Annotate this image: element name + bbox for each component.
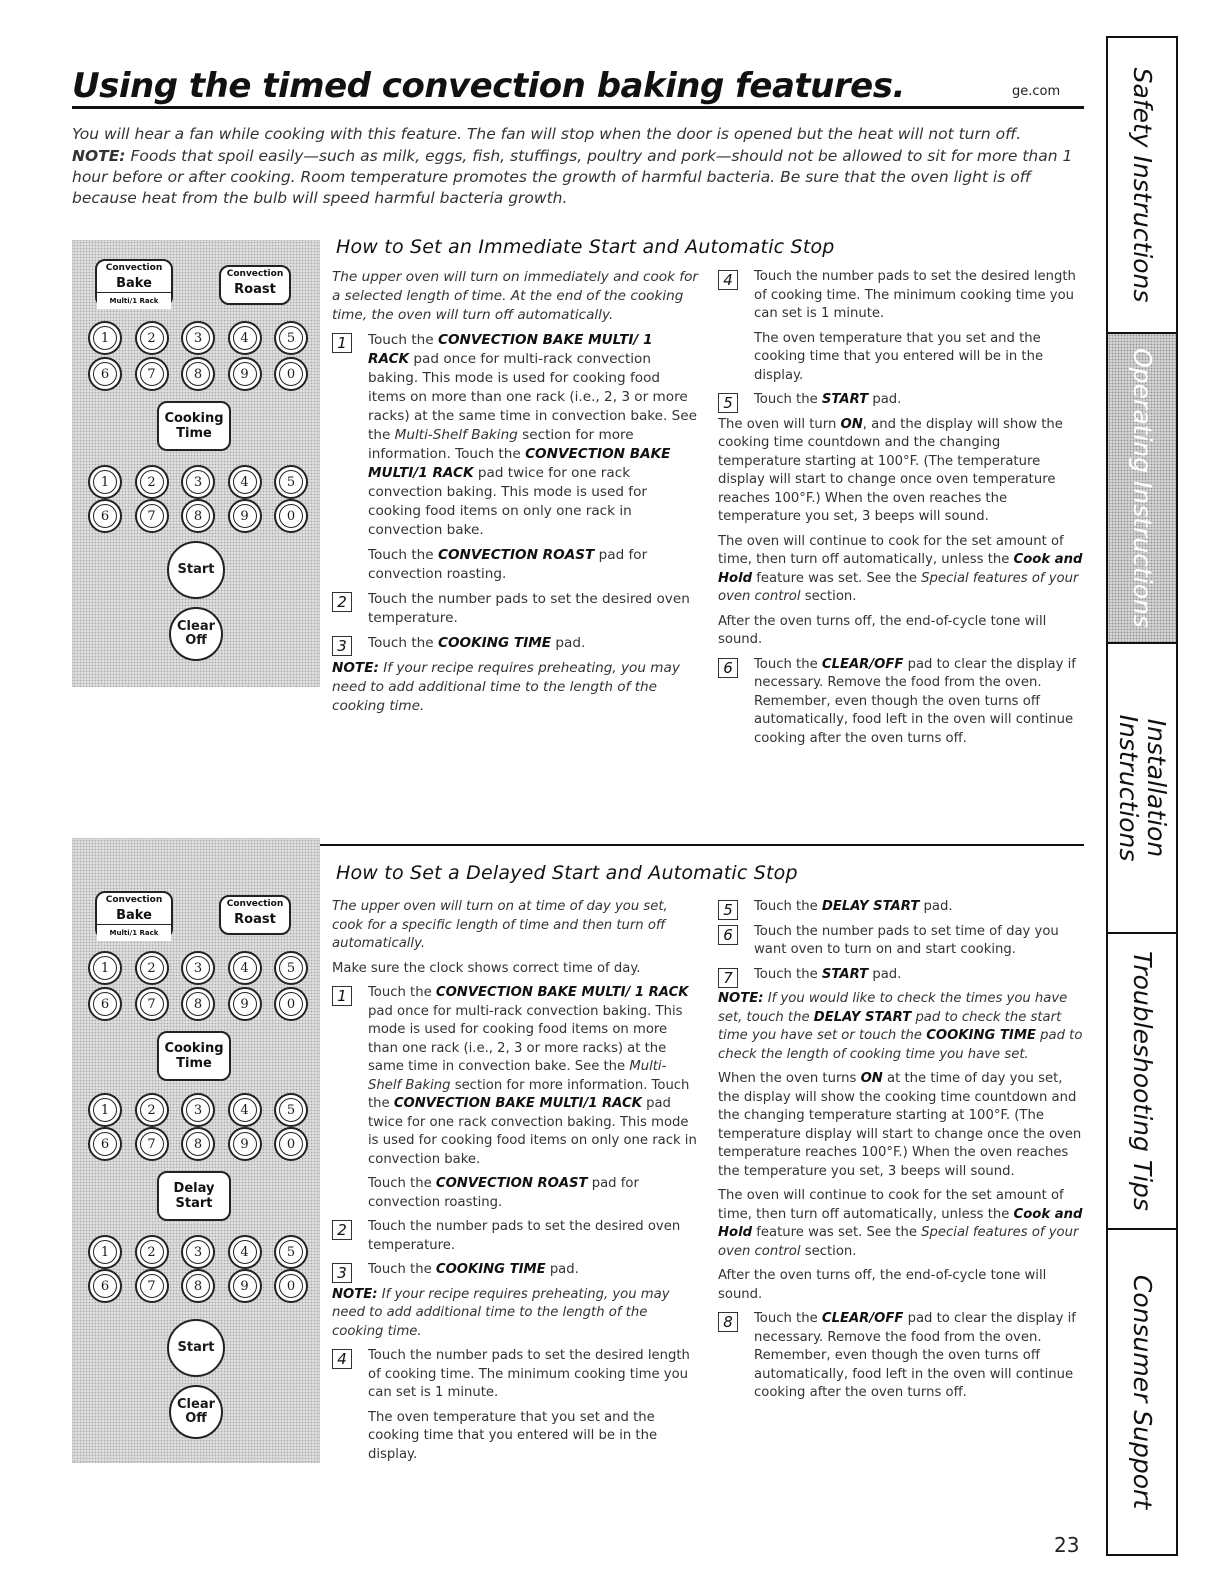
step-text: Touch the number pads to set the desired oven temperature. — [368, 1219, 681, 1253]
paragraph-part: The oven will continue to cook for the set amount of time, then turn off automatically, unless the — [718, 1188, 1064, 1222]
number-key — [228, 1235, 262, 1269]
step-text-part: Touch the — [754, 899, 818, 914]
step-8 — [718, 1310, 1084, 1403]
number-key — [228, 321, 262, 355]
number-key — [88, 357, 122, 391]
delay-start-key — [157, 1171, 231, 1221]
step-text-part: section for more information. Touch the — [368, 427, 634, 462]
number-key-label: 8 — [186, 1274, 210, 1298]
emphasis: ON — [840, 416, 863, 432]
convection-roast-key — [219, 265, 291, 305]
number-key — [228, 1093, 262, 1127]
number-key-label: 8 — [186, 504, 210, 528]
convection-roast-key-top: Convection — [226, 899, 284, 909]
number-key — [135, 1127, 169, 1161]
number-key-label: 5 — [279, 1240, 303, 1264]
number-key — [88, 465, 122, 499]
number-key-label: 0 — [279, 362, 303, 386]
cooking-time-key-line1: Cooking — [164, 1041, 224, 1056]
number-row — [88, 321, 308, 355]
number-key — [181, 465, 215, 499]
note-text: If your recipe requires preheating, you may need to add additional time to the length of the cooking time. — [332, 660, 680, 714]
step-text-part: pad twice for one rack convection baking. This mode is used for cooking food items on only one rack in convection bake. — [368, 1096, 697, 1167]
clear-key-line1: Clear — [177, 619, 215, 634]
section1-left-column — [332, 268, 698, 722]
number-row — [88, 465, 308, 499]
title-divider — [72, 106, 1084, 109]
step-number: 6 — [718, 658, 738, 678]
start-key-label: Start — [177, 1340, 215, 1355]
number-key-label: 1 — [93, 1240, 117, 1264]
step-number: 2 — [332, 1220, 352, 1240]
step-text-part: Touch the — [754, 966, 818, 982]
number-key-label: 2 — [140, 470, 164, 494]
step-text-part: Touch the — [368, 1176, 432, 1191]
step-number: 3 — [332, 1263, 352, 1283]
step-text-part: Touch the — [368, 635, 434, 651]
delay-start-key-line2: Start — [175, 1196, 213, 1211]
step-text — [754, 656, 1084, 749]
convection-bake-key-top: Convection — [105, 895, 163, 905]
step-text-part: pad to clear the display if necessary. Remove the food from the oven. Remember, even though the oven turns off automatically, food left in the oven will continue cooking after the oven turns off. — [754, 656, 1076, 746]
number-row — [88, 499, 308, 533]
number-key-label: 7 — [140, 1132, 164, 1156]
clear-off-key — [169, 607, 223, 661]
step-number: 3 — [332, 636, 352, 656]
number-key — [228, 1269, 262, 1303]
pad-name: COOKING TIME — [926, 1028, 1036, 1043]
clear-key-line1: Clear — [177, 1397, 215, 1412]
cooking-time-key — [157, 401, 231, 451]
step-text-part: pad. — [555, 635, 586, 651]
note-text: pad to check the length of cooking time you have set. — [718, 1028, 1083, 1062]
number-key-label: 5 — [279, 956, 303, 980]
step-text-part: Touch the — [368, 332, 434, 348]
number-key-label: 2 — [140, 1098, 164, 1122]
tab-label: Installation Instructions — [1114, 714, 1171, 862]
pad-name: CONVECTION ROAST — [437, 547, 595, 563]
convection-bake-key-label: Bake — [116, 908, 152, 923]
number-key-label: 2 — [140, 326, 164, 350]
number-key-label: 8 — [186, 1132, 210, 1156]
step-number: 2 — [332, 592, 352, 612]
note-text: If you would like to check the times you have set, touch the — [718, 991, 1068, 1025]
step-text-part: Touch the — [368, 1262, 432, 1277]
number-row — [88, 1127, 308, 1161]
section-reference: Multi-Shelf Baking — [394, 427, 518, 443]
number-key — [274, 1235, 308, 1269]
paragraph — [718, 1070, 1084, 1181]
number-key — [135, 465, 169, 499]
pad-name: COOKING TIME — [437, 635, 552, 651]
number-key-label: 4 — [233, 1240, 257, 1264]
number-key-label: 6 — [93, 1274, 117, 1298]
number-key — [274, 1093, 308, 1127]
number-key — [88, 1235, 122, 1269]
step-text: Touch the number pads to set the desired length of cooking time. The minimum cooking time you can set is 1 minute. — [754, 269, 1076, 321]
convection-bake-key-sub: Multi/1 Rack — [97, 924, 171, 941]
number-key-label: 3 — [186, 1240, 210, 1264]
website-label: ge.com — [1012, 84, 1061, 99]
step-6 — [718, 656, 1084, 749]
paragraph-part: The oven will continue to cook for the set amount of time, then turn off automatically, unless the — [718, 533, 1064, 567]
number-key-label: 9 — [233, 992, 257, 1016]
number-key-label: 6 — [93, 504, 117, 528]
paragraph — [718, 533, 1084, 607]
number-key-label: 7 — [140, 1274, 164, 1298]
step-text-part: pad. — [872, 966, 902, 982]
number-key — [181, 1235, 215, 1269]
number-key-label: 4 — [233, 956, 257, 980]
tab-label: Troubleshooting Tips — [1128, 951, 1157, 1211]
number-key — [181, 951, 215, 985]
number-key — [181, 499, 215, 533]
step-number: 1 — [332, 986, 352, 1006]
section1-intro: The upper oven will turn on immediately and cook for a selected length of time. At the end of the cooking time, the oven will turn off automatically. — [332, 269, 698, 323]
clear-off-key — [169, 1385, 223, 1439]
number-key-label: 3 — [186, 956, 210, 980]
step-text-part: pad to clear the display if necessary. Remove the food from the oven. Remember, even though the oven turns off automatically, food left in the oven will continue cooking after the oven turns off. — [754, 1311, 1076, 1400]
step-number: 1 — [332, 333, 352, 353]
step-7 — [718, 966, 1084, 985]
number-key — [274, 1269, 308, 1303]
start-key — [167, 1319, 225, 1377]
number-key — [135, 1235, 169, 1269]
convection-bake-key-top: Convection — [105, 263, 163, 273]
number-row — [88, 987, 308, 1021]
intro-note-label: NOTE: — [72, 147, 126, 165]
number-key — [228, 987, 262, 1021]
step-3 — [332, 1261, 698, 1280]
number-key — [88, 1127, 122, 1161]
pad-name: DELAY START — [821, 899, 920, 914]
cooking-time-key-line2: Time — [176, 1056, 212, 1071]
convection-bake-key-label: Bake — [116, 276, 152, 291]
section2-right-column — [718, 898, 1084, 1409]
number-key-label: 3 — [186, 1098, 210, 1122]
step-2 — [332, 1218, 698, 1255]
pad-name: CLEAR/OFF — [821, 1311, 904, 1326]
number-key-label: 5 — [279, 470, 303, 494]
number-key-label: 4 — [233, 470, 257, 494]
number-key — [274, 987, 308, 1021]
number-key — [274, 951, 308, 985]
number-key-label: 1 — [93, 1098, 117, 1122]
number-key — [228, 951, 262, 985]
number-key-label: 5 — [279, 1098, 303, 1122]
paragraph: After the oven turns off, the end-of-cycle tone will sound. — [718, 1268, 1047, 1302]
number-key — [88, 1093, 122, 1127]
note — [718, 990, 1084, 1064]
section-title-delayed: How to Set a Delayed Start and Automatic Stop — [336, 862, 798, 884]
tab-safety-instructions — [1108, 38, 1176, 334]
note-label: NOTE: — [718, 991, 764, 1006]
step-text — [368, 984, 698, 1169]
number-key — [135, 357, 169, 391]
number-key-label: 6 — [93, 992, 117, 1016]
paragraph — [718, 1187, 1084, 1261]
number-key — [88, 499, 122, 533]
section-reference: Special features of your oven control — [718, 570, 1079, 604]
step-text-part: Touch the — [754, 392, 818, 407]
number-key — [181, 357, 215, 391]
step-text-part: section for more information. Touch the — [368, 1077, 690, 1111]
keypad-illustration-delayed — [72, 838, 320, 1463]
tab-installation-instructions — [1108, 644, 1176, 934]
step-number: 5 — [718, 393, 738, 413]
number-key-label: 4 — [233, 326, 257, 350]
emphasis: Cook and Hold — [718, 552, 1083, 586]
step-5 — [718, 898, 1084, 917]
pad-name: DELAY START — [813, 1009, 912, 1025]
delay-start-key-line1: Delay — [173, 1181, 215, 1196]
step-text — [754, 391, 1084, 410]
convection-bake-key-sub: Multi/1 Rack — [97, 292, 171, 309]
pad-name: START — [821, 392, 869, 407]
convection-roast-key-label: Roast — [234, 282, 276, 297]
step-4 — [718, 268, 1084, 385]
section2-left-column — [332, 898, 698, 1470]
pad-name: CONVECTION BAKE MULTI/ 1 RACK — [368, 332, 653, 367]
step-1 — [332, 984, 698, 1212]
pad-name: CONVECTION ROAST — [435, 1176, 588, 1191]
paragraph-part: The oven will turn — [718, 416, 837, 432]
step-text: Touch the number pads to set time of day you want oven to turn on and start cooking. — [754, 923, 1059, 957]
tab-consumer-support — [1108, 1230, 1176, 1554]
pad-name: CONVECTION BAKE MULTI/1 RACK — [393, 1096, 642, 1111]
clear-key-line2: Off — [185, 1411, 207, 1426]
section-reference: Multi-Shelf Baking — [368, 1059, 667, 1093]
intro-note-text: Foods that spoil easily—such as milk, eggs, fish, stuffings, poultry and pork—should not be allowed to sit for more than 1 hour before or after cooking. Room temperature promotes the growth of harmful bacteria. Be sure that the oven light is off because heat from the bulb will speed harmful bacteria growth. — [72, 147, 1073, 207]
section1-right-column — [718, 268, 1084, 754]
side-tab-navigation — [1106, 36, 1178, 1556]
number-row — [88, 1093, 308, 1127]
pad-name: START — [821, 966, 869, 982]
paragraph-part: , and the display will show the cooking time countdown and the changing temperature starting at 100°F. (The temperature display will start to change once oven temperature reaches 100°F.) When the oven reaches the temperature you set, 3 beeps will sound. — [718, 416, 1063, 524]
convection-roast-key — [219, 895, 291, 935]
number-key-label: 2 — [140, 956, 164, 980]
pad-name: CONVECTION BAKE MULTI/ 1 RACK — [435, 985, 689, 1000]
number-key-label: 9 — [233, 1274, 257, 1298]
step-text: Touch the number pads to set the desired length of cooking time. The minimum cooking time you can set is 1 minute. — [368, 1348, 690, 1400]
convection-roast-key-top: Convection — [226, 269, 284, 279]
number-key-label: 0 — [279, 1274, 303, 1298]
number-key — [274, 357, 308, 391]
step-5 — [718, 391, 1084, 410]
paragraph: After the oven turns off, the end-of-cycle tone will sound. — [718, 613, 1047, 647]
step-number: 7 — [718, 968, 738, 988]
start-key — [167, 541, 225, 599]
step-text — [368, 1175, 698, 1212]
step-text — [754, 898, 1084, 917]
number-key — [88, 321, 122, 355]
step-text-part: pad twice for one rack convection baking. This mode is used for cooking food items on only one rack in convection bake. — [368, 465, 647, 538]
number-key-label: 7 — [140, 992, 164, 1016]
number-key — [274, 465, 308, 499]
note-text: If your recipe requires preheating, you may need to add additional time to the length of the cooking time. — [332, 1286, 670, 1339]
number-key-label: 7 — [140, 504, 164, 528]
paragraph-part: feature was set. See the — [756, 570, 917, 586]
emphasis: ON — [860, 1071, 883, 1086]
number-key — [88, 951, 122, 985]
step-text — [368, 546, 698, 584]
pad-name: COOKING TIME — [435, 1262, 546, 1277]
tab-label: Safety Instructions — [1128, 67, 1157, 303]
number-key — [135, 499, 169, 533]
step-text — [368, 1261, 698, 1280]
paragraph-part: section. — [804, 589, 857, 604]
number-row — [88, 1235, 308, 1269]
section2-intro: The upper oven will turn on at time of day you set, cook for a specific length of time and then turn off automatically. — [332, 899, 668, 951]
start-key-label: Start — [177, 562, 215, 577]
number-key — [274, 321, 308, 355]
number-key — [135, 321, 169, 355]
step-text-part: Touch the — [754, 656, 818, 672]
clock-instruction: Make sure the clock shows correct time of day. — [332, 960, 641, 976]
tab-label: Consumer Support — [1128, 1274, 1157, 1510]
step-text-part: pad. — [549, 1262, 579, 1277]
step-number: 8 — [718, 1312, 738, 1332]
note-text: pad to check the start time you have set or touch the — [718, 1009, 1062, 1043]
step-3 — [332, 634, 698, 653]
note-label: NOTE: — [332, 660, 379, 676]
number-key — [135, 1093, 169, 1127]
number-row — [88, 1269, 308, 1303]
number-row — [88, 357, 308, 391]
paragraph-part: section. — [804, 1243, 857, 1259]
step-number: 4 — [718, 270, 738, 290]
intro-note — [72, 146, 1082, 209]
step-text — [368, 331, 698, 540]
number-key-label: 5 — [279, 326, 303, 350]
step-4 — [332, 1347, 698, 1464]
number-key — [181, 1269, 215, 1303]
number-key — [135, 1269, 169, 1303]
clear-key-line2: Off — [185, 633, 207, 648]
note — [332, 659, 698, 716]
number-key — [274, 1127, 308, 1161]
number-key — [88, 1269, 122, 1303]
number-key — [228, 357, 262, 391]
number-key-label: 3 — [186, 326, 210, 350]
pad-name: CONVECTION BAKE MULTI/1 RACK — [368, 446, 671, 481]
number-key — [181, 1127, 215, 1161]
note — [332, 1286, 698, 1342]
keypad-illustration-immediate — [72, 240, 320, 687]
number-key — [228, 1127, 262, 1161]
number-key — [135, 987, 169, 1021]
step-text-part: pad. — [872, 392, 902, 407]
number-key — [228, 465, 262, 499]
section-reference: Special features of your oven control — [718, 1225, 1079, 1259]
convection-bake-key — [95, 259, 173, 307]
number-key-label: 9 — [233, 1132, 257, 1156]
number-key-label: 6 — [93, 362, 117, 386]
intro-text — [72, 124, 1082, 210]
cooking-time-key — [157, 1031, 231, 1081]
convection-roast-key-label: Roast — [234, 912, 276, 927]
number-key-label: 6 — [93, 1132, 117, 1156]
step-number: 6 — [718, 925, 738, 945]
step-text — [368, 634, 698, 653]
number-key-label: 3 — [186, 470, 210, 494]
tab-label: Operating Instructions — [1128, 348, 1157, 628]
paragraph-part: When the oven turns — [718, 1071, 857, 1086]
page-number: 23 — [1054, 1533, 1080, 1557]
step-number: 5 — [718, 900, 738, 920]
number-key-label: 0 — [279, 504, 303, 528]
number-key — [181, 1093, 215, 1127]
number-key-label: 9 — [233, 362, 257, 386]
step-text — [754, 1310, 1084, 1403]
number-row — [88, 951, 308, 985]
number-key-label: 0 — [279, 1132, 303, 1156]
tab-operating-instructions — [1108, 334, 1176, 644]
step-6 — [718, 923, 1084, 960]
paragraph-part: feature was set. See the — [756, 1225, 917, 1240]
page-title: Using the timed convection baking features. — [72, 66, 905, 106]
paragraph-part: at the time of day you set, the display will show the cooking time countdown and the changing temperature starting at 100°F. (The temperature display will start to change once the oven temperature reaches 100°F.) When the oven reaches the temperature you set, 3 beeps will sound. — [718, 1071, 1082, 1179]
step-text-part: pad for convection roasting. — [368, 547, 648, 582]
number-key-label: 7 — [140, 362, 164, 386]
number-key-label: 0 — [279, 992, 303, 1016]
step-text: Touch the number pads to set the desired oven temperature. — [368, 591, 690, 626]
note-label: NOTE: — [332, 1286, 378, 1302]
step-text: The oven temperature that you set and the cooking time that you entered will be in the display. — [368, 1409, 658, 1462]
step-text-part: Touch the — [368, 547, 434, 563]
number-key-label: 8 — [186, 362, 210, 386]
number-key — [181, 987, 215, 1021]
step-text-part: pad once for multi-rack convection baking. This mode is used for cooking food items on more than one rack (i.e., 2, 3 or more racks) at the same time in convection bake. See the — [368, 351, 698, 443]
step-2 — [332, 590, 698, 628]
step-text — [754, 966, 1084, 985]
paragraph — [718, 416, 1084, 527]
number-key-label: 2 — [140, 1240, 164, 1264]
step-text-part: pad. — [923, 899, 953, 914]
step-text: The oven temperature that you set and the cooking time that you entered will be in the display. — [754, 330, 1044, 383]
number-key-label: 1 — [93, 956, 117, 980]
number-key-label: 8 — [186, 992, 210, 1016]
number-key-label: 1 — [93, 470, 117, 494]
intro-line: You will hear a fan while cooking with this feature. The fan will stop when the door is opened but the heat will not turn off. — [72, 125, 1022, 143]
cooking-time-key-line2: Time — [176, 426, 212, 441]
number-key-label: 1 — [93, 326, 117, 350]
number-key — [135, 951, 169, 985]
cooking-time-key-line1: Cooking — [164, 411, 224, 426]
tab-troubleshooting-tips — [1108, 934, 1176, 1230]
pad-name: CLEAR/OFF — [821, 656, 904, 672]
step-text-part: Touch the — [368, 985, 432, 1000]
step-text-part: Touch the — [754, 1311, 818, 1326]
step-text-part: pad for convection roasting. — [368, 1176, 639, 1210]
step-text-part: pad once for multi-rack convection baking. This mode is used for cooking food items on more than one rack (i.e., 2, 3 or more racks) at the same time in convection bake. See the — [368, 1003, 683, 1074]
step-1 — [332, 331, 698, 584]
step-number: 4 — [332, 1349, 352, 1369]
number-key-label: 4 — [233, 1098, 257, 1122]
convection-bake-key — [95, 891, 173, 939]
number-key — [228, 499, 262, 533]
section-title-immediate: How to Set an Immediate Start and Automatic Stop — [336, 236, 835, 258]
number-key — [181, 321, 215, 355]
emphasis: Cook and Hold — [718, 1206, 1083, 1240]
number-key — [88, 987, 122, 1021]
number-key-label: 9 — [233, 504, 257, 528]
number-key — [274, 499, 308, 533]
